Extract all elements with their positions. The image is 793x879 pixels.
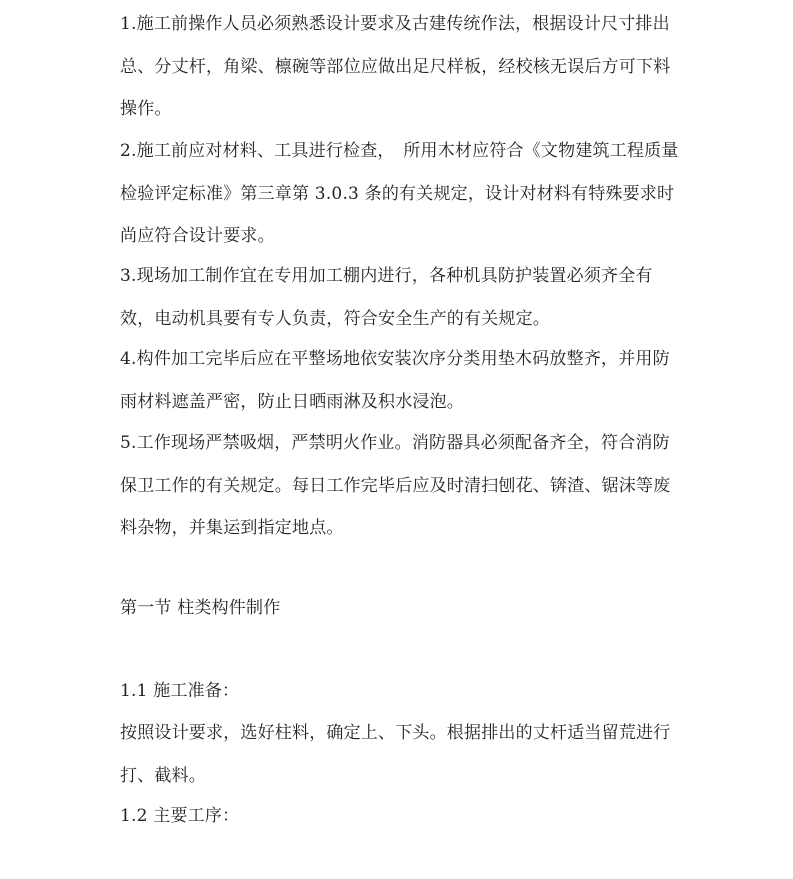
section-title: 第一节 柱类构件制作 xyxy=(120,598,281,618)
subsection-1-body: 按照设计要求，选好柱料，确定上、下头。根据排出的丈杆适当留荒进行打、截料。 xyxy=(120,723,671,786)
paragraph-2: 2.施工前应对材料、工具进行检查， 所用木材应符合《文物建筑工程质量检验评定标准》第三章第 3.0.3 条的有关规定，设计对材料有特殊要求时尚应符合设计要求。 xyxy=(120,141,679,246)
subsection-2-title: 1.2 主要工序： xyxy=(120,806,240,826)
subsection-1-title: 1.1 施工准备： xyxy=(120,681,240,701)
paragraph-3: 3.现场加工制作宜在专用加工棚内进行，各种机具防护装置必须齐全有效，电动机具要有专人负责，符合安全生产的有关规定。 xyxy=(120,266,653,329)
paragraph-5: 5.工作现场严禁吸烟，严禁明火作业。消防器具必须配备齐全，符合消防保卫工作的有关规定。每日工作完毕后应及时清扫刨花、锛渣、锯沫等废料杂物，并集运到指定地点。 xyxy=(120,433,671,538)
paragraph-1: 1.施工前操作人员必须熟悉设计要求及古建传统作法，根据设计尺寸排出总、分丈杆，角梁、檩碗等部位应做出足尺样板，经校核无误后方可下料操作。 xyxy=(120,14,671,119)
paragraph-4: 4.构件加工完毕后应在平整场地依安装次序分类用垫木码放整齐，并用防雨材料遮盖严密，防止日晒雨淋及积水浸泡。 xyxy=(120,349,670,412)
